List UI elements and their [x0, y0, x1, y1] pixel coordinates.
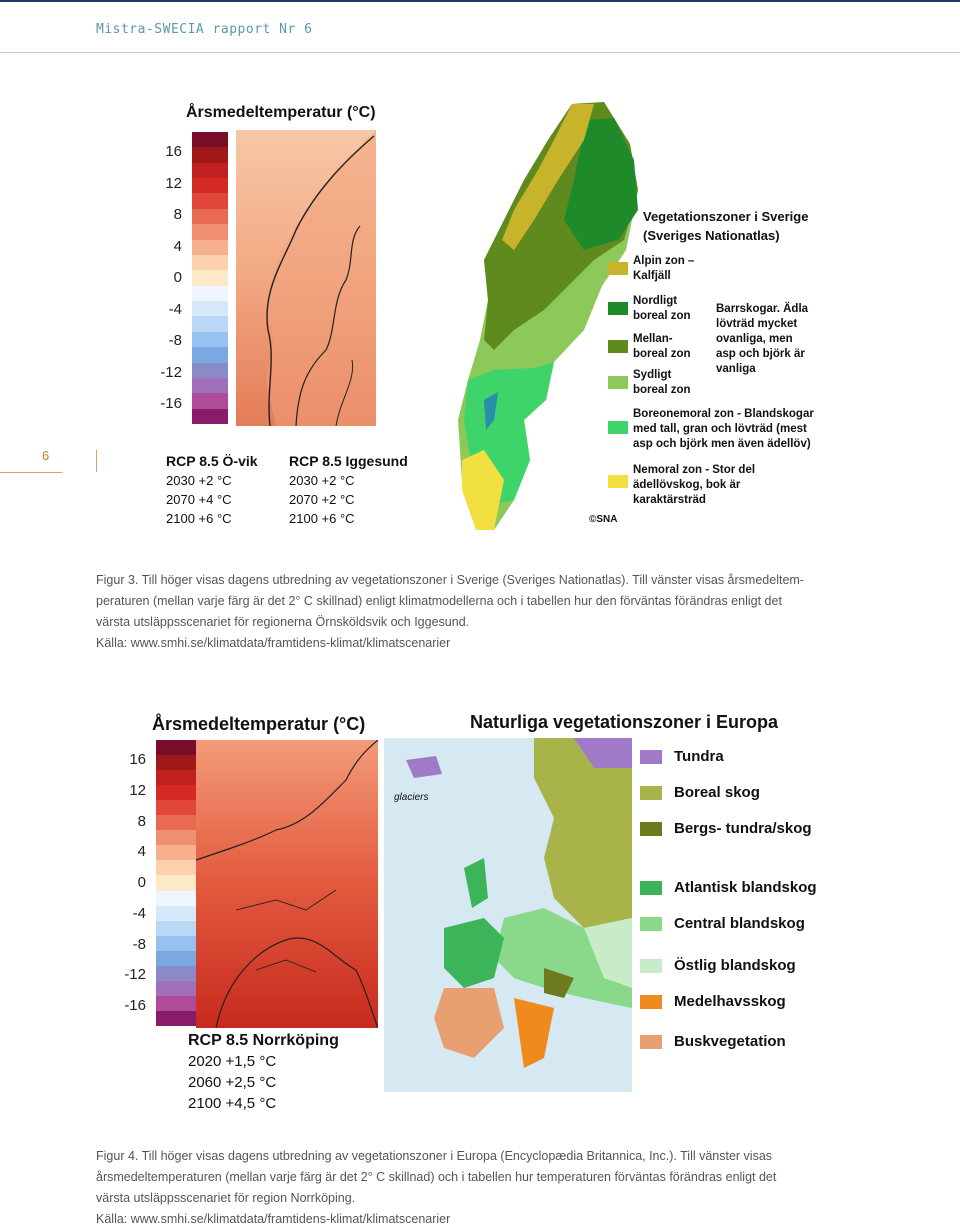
eu-zone-label: Medelhavsskog [674, 993, 786, 1010]
scale-color-step [156, 815, 196, 831]
scale-color-step [156, 860, 196, 876]
scale-color-step [156, 951, 196, 967]
figure-3-source: Källa: www.smhi.se/klimatdata/framtidens-klimat/klimatscenarier [96, 636, 451, 650]
scale-tick-label: 16 [129, 751, 146, 768]
eu-zone-label: Central blandskog [674, 915, 805, 932]
scale-tick-label: -8 [132, 935, 146, 953]
fig4-eu-title: Naturliga vegetationszoner i Europa [470, 712, 779, 732]
fig3-temperature-map [236, 130, 376, 426]
scale-color-step [156, 891, 196, 907]
fig4-color-scale [156, 740, 196, 1026]
fig4-tick-labels [120, 740, 150, 1026]
table-head: RCP 8.5 Iggesund [289, 453, 408, 469]
veg-zone-swatch [608, 376, 628, 389]
scale-tick-label: 0 [137, 874, 146, 891]
figure-3-caption: Figur 3. Till höger visas dagens utbredning av vegetationszoner i Sverige (Sveriges Nationatlas). Till vänster visas årsmedeltem- peraturen (mellan varje färg är det 2° C skillnad) enligt klimatmodellerna och i tabellen hur den förväntas förändras enligt det värsta utsläppsscenariet för regionerna Örnsköldsvik och Iggesund. Källa: www.smhi.se/klimatdata/framtidens-klimat/klimatscenarier [96, 570, 841, 654]
table-row: 2070 +2 °C [289, 492, 355, 507]
eu-zone-swatch [640, 750, 662, 764]
fig3-rcp-table-iggesund [289, 452, 408, 528]
table-row: 2060 +2,5 °C [188, 1074, 277, 1091]
figure-3 [0, 0, 960, 540]
nemoral-swatch [608, 475, 628, 488]
scale-color-step [192, 378, 228, 394]
fig3-veg-legend [608, 254, 728, 404]
scale-color-step [192, 255, 228, 271]
eu-zone-label: Boreal skog [674, 784, 760, 801]
scale-color-step [192, 209, 228, 225]
scale-color-step [192, 286, 228, 302]
scale-tick-label: 0 [173, 269, 182, 286]
scale-color-step [192, 147, 228, 163]
fig3-copyright: ©SNA [589, 514, 618, 525]
table-head: RCP 8.5 Ö-vik [166, 453, 258, 469]
scale-color-step [156, 921, 196, 937]
scale-color-step [156, 996, 196, 1012]
scale-color-step [156, 1011, 196, 1027]
fig3-color-scale [192, 132, 228, 424]
table-row: 2100 +6 °C [166, 511, 232, 526]
veg-zone-label: Sydligt boreal zon [633, 369, 691, 396]
fig3-rcp-table-ovik [166, 452, 258, 528]
scale-tick-label: -8 [168, 332, 182, 349]
scale-color-step [156, 770, 196, 786]
scale-color-step [192, 224, 228, 240]
veg-zone-swatch [608, 302, 628, 315]
scale-tick-label: 16 [165, 143, 182, 160]
report-header: Mistra-SWECIA rapport Nr 6 [96, 22, 313, 37]
veg-zone-label: Nordligt boreal zon [633, 295, 691, 322]
scale-tick-label: 4 [173, 237, 182, 255]
scale-color-step [156, 830, 196, 846]
scale-tick-label: 12 [165, 174, 182, 192]
fig4-glaciers-label: glaciers [394, 792, 429, 803]
scale-color-step [156, 981, 196, 997]
scale-color-step [192, 240, 228, 256]
scale-color-step [156, 936, 196, 952]
eu-zone-swatch [640, 959, 662, 973]
scale-color-step [192, 132, 228, 148]
scale-tick-label: -12 [124, 966, 146, 984]
boreonemoral-swatch [608, 421, 628, 434]
eu-zone-swatch [640, 881, 662, 895]
scale-color-step [156, 740, 196, 756]
fig3-veg-title: Vegetationszoner i Sverige (Sveriges Nationatlas) [643, 209, 809, 243]
fig3-tick-labels [156, 132, 186, 424]
fig3-boreal-note: Barrskogar. Ädla lövträd mycket ovanliga, men asp och björk är vanliga [716, 303, 809, 375]
scale-color-step [156, 966, 196, 982]
veg-zone-label: Alpin zon – Kalfjäll [633, 255, 695, 282]
fig3-nemoral-label: Nemoral zon - Stor del ädellövskog, bok är karaktärsträd [633, 464, 756, 506]
scale-tick-label: 8 [173, 206, 182, 223]
scale-color-step [192, 163, 228, 179]
table-row: 2020 +1,5 °C [188, 1053, 277, 1070]
fig3-temp-title: Årsmedeltemperatur (°C) [186, 104, 376, 121]
scale-color-step [192, 332, 228, 348]
eu-zone-swatch [640, 1035, 662, 1049]
scale-color-step [156, 800, 196, 816]
scale-color-step [156, 906, 196, 922]
scale-color-step [192, 270, 228, 286]
scale-color-step [156, 755, 196, 771]
figure-4 [0, 700, 960, 1140]
scale-tick-label: -4 [132, 904, 146, 922]
scale-color-step [156, 785, 196, 801]
fig3-boreonemoral-label: Boreonemoral zon - Blandskogar med tall, gran och lövträd (mest asp och björk men även ädellöv) [633, 408, 814, 450]
table-row: 2100 +4,5 °C [188, 1095, 277, 1112]
table-row: 2070 +4 °C [166, 492, 232, 507]
scale-color-step [192, 316, 228, 332]
eu-zone-label: Tundra [674, 748, 724, 765]
scale-tick-label: -16 [124, 997, 146, 1014]
scale-color-step [192, 301, 228, 317]
veg-zone-swatch [608, 262, 628, 275]
veg-zone-label: Mellan- boreal zon [633, 333, 691, 360]
fig4-temperature-map [196, 740, 378, 1028]
table-row: 2030 +2 °C [166, 473, 232, 488]
scale-color-step [192, 193, 228, 209]
fig4-temp-title: Årsmedeltemperatur (°C) [152, 714, 366, 734]
scale-color-step [192, 363, 228, 379]
eu-zone-label: Buskvegetation [674, 1033, 786, 1050]
scale-tick-label: -4 [168, 300, 182, 318]
eu-zone-label: Östlig blandskog [674, 957, 796, 974]
fig4-eu-legend [638, 742, 838, 1062]
table-head: RCP 8.5 Norrköping [188, 1032, 339, 1049]
scale-color-step [192, 178, 228, 194]
scale-color-step [192, 409, 228, 425]
eu-zone-swatch [640, 995, 662, 1009]
eu-zone-swatch [640, 917, 662, 931]
figure-4-caption: Figur 4. Till höger visas dagens utbredning av vegetationszoner i Europa (Encyclopædia Britannica, Inc.). Till vänster visas årsmedeltemperaturen (mellan varje färg är det 2° C skillnad) och i tabellen hur temperaturen förväntas förändras enligt det värsta utsläppsscenariet för region Norrköping. Källa: www.smhi.se/klimatdata/framtidens-klimat/klimatscenarier [96, 1146, 841, 1230]
page-number: 6 [42, 448, 50, 463]
eu-zone-swatch [640, 822, 662, 836]
scale-tick-label: -16 [160, 395, 182, 412]
fig4-rcp-table-norrkoping [188, 1030, 339, 1114]
scale-color-step [156, 845, 196, 861]
scale-color-step [192, 393, 228, 409]
eu-zone-label: Bergs- tundra/skog [674, 820, 812, 837]
scale-tick-label: 8 [137, 812, 146, 830]
eu-zone-label: Atlantisk blandskog [674, 879, 817, 896]
table-row: 2100 +6 °C [289, 511, 355, 526]
scale-color-step [192, 347, 228, 363]
scale-tick-label: -12 [160, 363, 182, 381]
scale-tick-label: 12 [129, 781, 146, 799]
eu-zone-swatch [640, 786, 662, 800]
scale-color-step [156, 875, 196, 891]
veg-zone-swatch [608, 340, 628, 353]
scale-tick-label: 4 [137, 843, 146, 861]
table-row: 2030 +2 °C [289, 473, 355, 488]
figure-4-source: Källa: www.smhi.se/klimatdata/framtidens-klimat/klimatscenarier [96, 1212, 451, 1226]
